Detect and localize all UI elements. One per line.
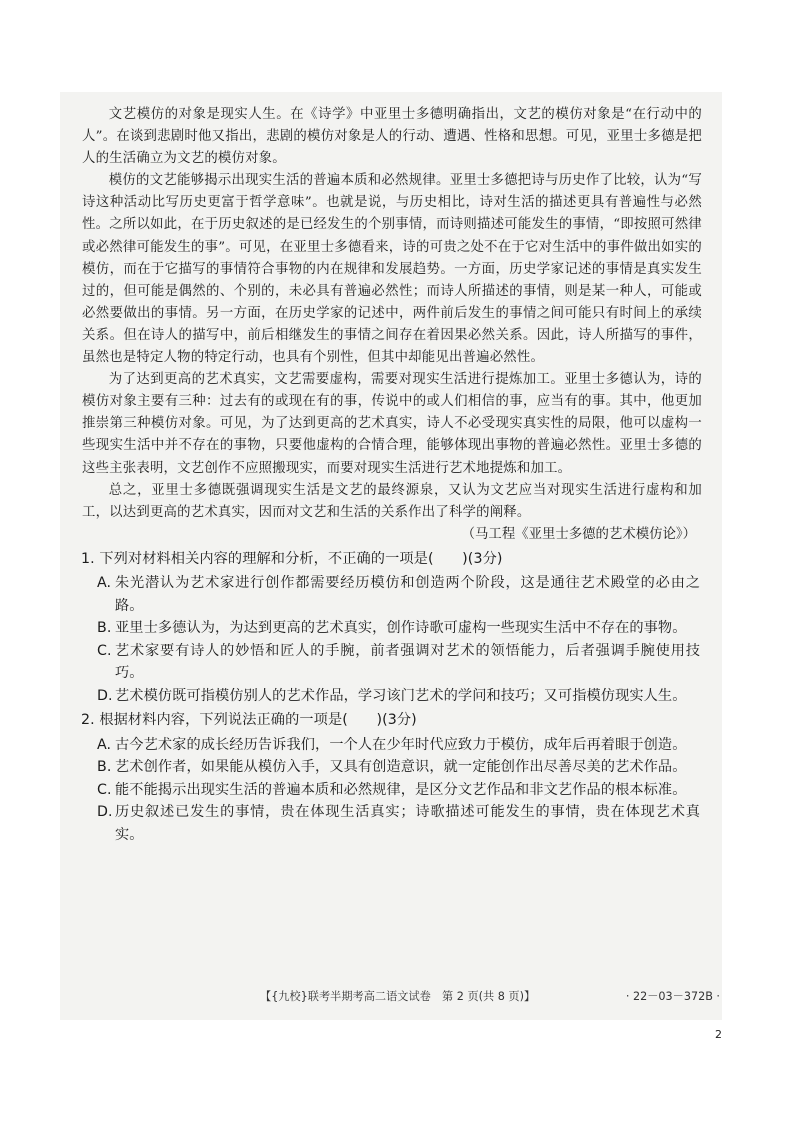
- option-letter: D.: [97, 687, 113, 704]
- footer-title: 【{九校}联考半期考高二语文试卷 第 2 页(共 8 页)】: [260, 990, 536, 1003]
- option-text: 艺术创作者，如果能从模仿入手，又具有创造意识，就一定能创作出尽善尽美的艺术作品。: [115, 759, 687, 776]
- question-stem: 2. 根据材料内容，下列说法正确的一项是( )(3分): [81, 712, 417, 729]
- option-a[interactable]: [97, 572, 702, 617]
- option-letter: D.: [97, 804, 113, 821]
- document-content: [82, 104, 702, 846]
- option-letter: A.: [97, 575, 112, 592]
- option-c[interactable]: [97, 640, 702, 685]
- option-text: 朱光潜认为艺术家进行创作都需要经历模仿和创造两个阶段，这是通往艺术殿堂的必由之路。: [115, 575, 700, 614]
- option-d[interactable]: [97, 685, 702, 708]
- passage-paragraph: 总之，亚里士多德既强调现实生活是文艺的最终源泉，又认为文艺应当对现实生活进行虚构和加工，以达到更高的艺术真实，因而对文艺和生活的关系作出了科学的阐释。: [82, 482, 702, 520]
- passage-source: （马工程《亚里士多德的艺术模仿论》）: [461, 526, 696, 542]
- option-letter: C.: [97, 781, 112, 798]
- option-letter: A.: [97, 736, 112, 753]
- question-stem: 1. 下列对材料相关内容的理解和分析，不正确的一项是( )(3分): [81, 550, 503, 567]
- option-letter: B.: [97, 620, 112, 637]
- page-footer: [260, 988, 720, 1004]
- option-text: 古今艺术家的成长经历告诉我们，一个人在少年时代应致力于模仿，成年后再着眼于创造。: [115, 736, 687, 753]
- option-a[interactable]: [97, 734, 702, 757]
- question-2: [82, 709, 702, 846]
- passage-paragraph: 为了达到更高的艺术真实，文艺需要虚构，需要对现实生活进行提炼加工。亚里士多德认为，诗的模仿对象主要有三种：过去有的或现在有的事，传说中的或人们相信的事，应当有的事。其中，他更加推崇第三种模仿对象。可见，为了达到更高的艺术真实，诗人不必受现实真实性的局限，他可以虚构一些现实生活中并不存在的事物，只要他虚构的合情合理，能够体现出事物的普遍必然性。亚里士多德的这些主张表明，文艺创作不应照搬现实，而要对现实生活进行艺术地提炼和加工。: [82, 372, 702, 476]
- option-c[interactable]: [97, 779, 702, 802]
- option-d[interactable]: [97, 801, 702, 846]
- passage-paragraph: 模仿的文艺能够揭示出现实生活的普遍本质和必然规律。亚里士多德把诗与历史作了比较，认为“写诗这种活动比写历史更富于哲学意味”。也就是说，与历史相比，诗对生活的描述更具有普遍性与必然性。之所以如此，在于历史叙述的是已经发生的个别事情，而诗则描述可能发生的事情，“即按照可然律或必然律可能发生的事”。可见，在亚里士多德看来，诗的可贵之处不在于它对生活中的事件做出如实的模仿，而在于它描写的事情符合事物的内在规律和发展趋势。一方面，历史学家记述的事情是真实发生过的，但可能是偶然的、个别的，未必具有普遍必然性；而诗人所描述的事情，则是某一种人，可能或必然要做出的事情。另一方面，在历史学家的记述中，两件前后发生的事情之间可能只有时间上的承续关系。但在诗人的描写中，前后相继发生的事情之间存在着因果必然关系。因此，诗人所描写的事件，虽然也是特定人物的特定行动，也具有个别性，但其中却能见出普遍必然性。: [82, 173, 702, 366]
- option-letter: C.: [97, 642, 112, 659]
- option-text: 亚里士多德认为，为达到更高的艺术真实，创作诗歌可虚构一些现实生活中不存在的事物。: [115, 620, 687, 637]
- footer-code: · 22－03－372B ·: [625, 990, 720, 1003]
- option-b[interactable]: [97, 756, 702, 779]
- option-text: 能不能揭示出现实生活的普遍本质和必然规律，是区分文艺作品和非文艺作品的根本标准。: [115, 781, 687, 798]
- option-b[interactable]: [97, 617, 702, 640]
- page-number: 2: [715, 1028, 722, 1041]
- reading-passage: [82, 104, 702, 546]
- passage-paragraph: 文艺模仿的对象是现实人生。在《诗学》中亚里士多德明确指出，文艺的模仿对象是“在行动中的人”。在谈到悲剧时他又指出，悲剧的模仿对象是人的行动、遭遇、性格和思想。可见，亚里士多德是把人的生活确立为文艺的模仿对象。: [82, 107, 702, 167]
- option-text: 历史叙述已发生的事情，贵在体现生活真实；诗歌描述可能发生的事情，贵在体现艺术真实。: [115, 804, 700, 843]
- question-1: [82, 548, 702, 708]
- option-text: 艺术家要有诗人的妙悟和匠人的手腕，前者强调对艺术的领悟能力，后者强调手腕使用技巧。: [115, 642, 700, 682]
- option-letter: B.: [97, 759, 112, 776]
- option-text: 艺术模仿既可指模仿别人的艺术作品，学习该门艺术的学问和技巧；又可指模仿现实人生。: [115, 687, 687, 704]
